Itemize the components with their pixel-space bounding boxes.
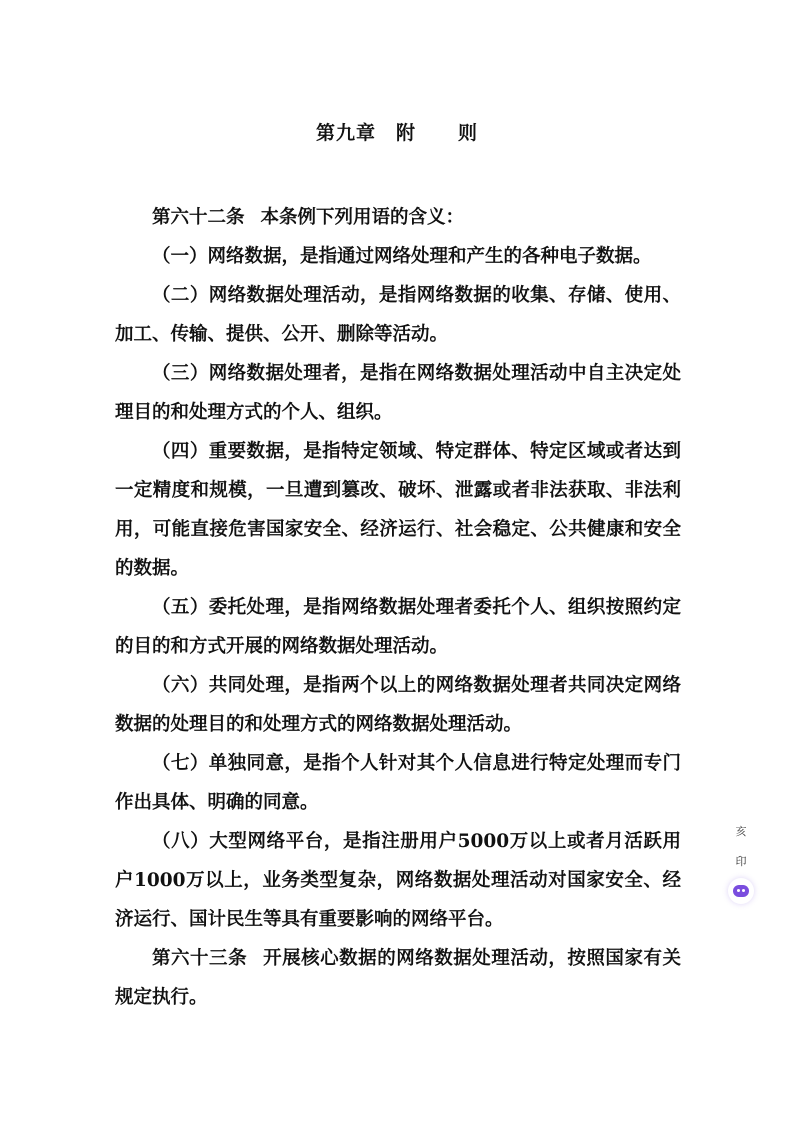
document-body [115, 198, 681, 1017]
ai-assistant-icon [733, 885, 749, 897]
article-62-item-1: （一）网络数据，是指通过网络处理和产生的各种电子数据。 [152, 246, 652, 267]
chapter-number: 第九章 [315, 122, 376, 144]
article-62-item-4: （四）重要数据，是指特定领域、特定群体、特定区域或者达到一定精度和规模，一旦遭到篡改、破坏、泄露或者非法获取、非法利用，可能直接危害国家安全、经济运行、社会稳定、公共健康和安全的数据。 [115, 441, 681, 579]
reader-button[interactable] [728, 848, 754, 874]
reader-icon: 印 [735, 855, 747, 868]
article-63-number: 第六十三条 [152, 948, 248, 969]
chapter-name-part2: 则 [458, 122, 479, 144]
translate-button[interactable] [728, 818, 754, 844]
chapter-name-part1: 附 [395, 122, 416, 144]
ai-assistant-button[interactable] [728, 878, 754, 904]
article-62-intro: 本条例下列用语的含义： [260, 207, 465, 228]
chapter-title [0, 118, 794, 145]
translate-icon: 亥 [735, 825, 747, 838]
article-63 [115, 939, 681, 1017]
article-62-item-2: （二）网络数据处理活动，是指网络数据的收集、存储、使用、加工、传输、提供、公开、删除等活动。 [115, 285, 681, 345]
article-62-number: 第六十二条 [152, 207, 245, 228]
article-62-item-5: （五）委托处理，是指网络数据处理者委托个人、组织按照约定的目的和方式开展的网络数据处理活动。 [115, 597, 681, 657]
article-62-heading [115, 198, 681, 237]
side-toolbar [722, 818, 760, 908]
article-62-item-6: （六）共同处理，是指两个以上的网络数据处理者共同决定网络数据的处理目的和处理方式的网络数据处理活动。 [115, 675, 681, 735]
article-63-text: 开展核心数据的网络数据处理活动，按照国家有关规定执行。 [115, 948, 681, 1008]
article-62-item-8: （八）大型网络平台，是指注册用户5000万以上或者月活跃用户1000万以上，业务类型复杂，网络数据处理活动对国家安全、经济运行、国计民生等具有重要影响的网络平台。 [115, 831, 681, 930]
article-62-item-7: （七）单独同意，是指个人针对其个人信息进行特定处理而专门作出具体、明确的同意。 [115, 753, 681, 813]
article-62-item-3: （三）网络数据处理者，是指在网络数据处理活动中自主决定处理目的和处理方式的个人、组织。 [115, 363, 681, 423]
